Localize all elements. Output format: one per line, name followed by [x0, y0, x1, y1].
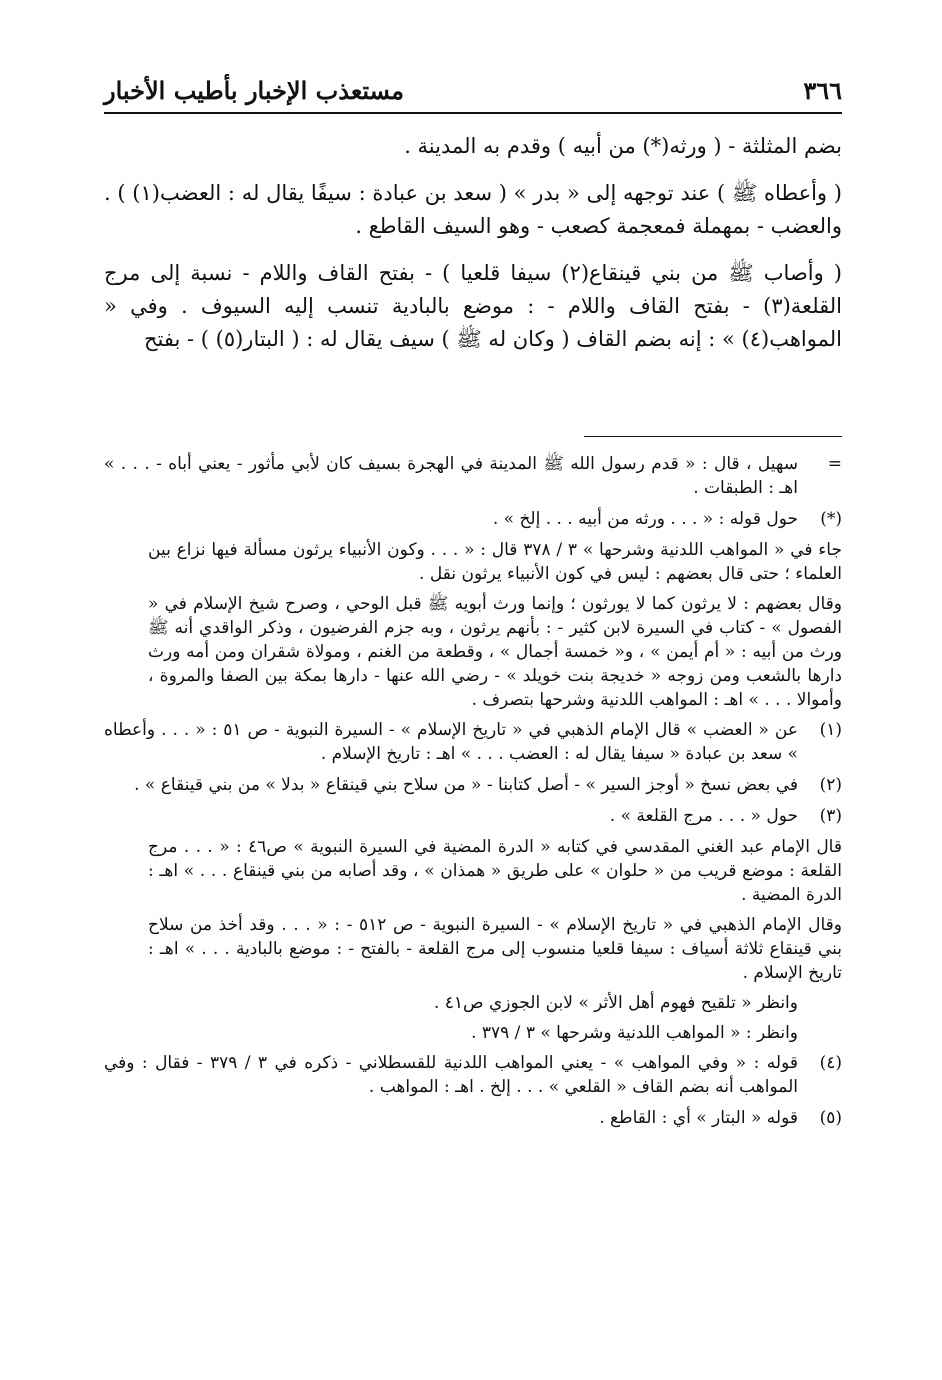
header-rule: [104, 112, 842, 114]
footnote-subparagraph: قال الإمام عبد الغني المقدسي في كتابه « الدرة المضية في السيرة النبوية » ص٤٦ : « . . . مرج القلعة : موضع قريب من « حلوان » على طريق « همذان » ، وقد أصابه من بني قينقاع . . . » اهـ : الدرة المضية .: [148, 837, 842, 905]
footnote-mark: (٥): [819, 1108, 842, 1128]
footnote-star: [104, 507, 842, 531]
footnote-body: [104, 804, 798, 828]
footnote-subparagraph: وقال بعضهم : لا يرثون كما لا يورثون ؛ وإنما ورث أبويه ﷺ قبل الوحي ، وصرح شيخ الإسلام في « الفصول » - كتاب في السيرة لابن كثير - : بأنهم يرثون ، وبه جزم الفرضيون ، وذكر الواقدي أنه ﷺ ورث من أبيه : « أم أيمن » ، و« خمسة أجمال » ، وقطعة من الغنم ، ومولاة شقران ومن أمه ورث دارها بالشعب ومن زوجه « خديجة بنت خويلد » - رضي الله عنها - دارها بمكة بين الصفا والمروة ، وأموالا . . . » اهـ : المواهب اللدنية وشرحها بتصرف .: [148, 594, 842, 710]
footnote-subparagraph: وقال الإمام الذهبي في « تاريخ الإسلام » - السيرة النبوية - ص ٥١٢ - : « . . . وقد أخذ من سلاح بني قينقاع ثلاثة أسياف : سيفا قلعيا منسوب إلى مرج القلعة - بالفتح - : موضع بالبادية . . . » اهـ : تاريخ الإسلام .: [148, 915, 842, 983]
footnote-subparagraph: وانظر : « المواهب اللدنية وشرحها » ٣ / ٣٧٩ .: [471, 1023, 798, 1043]
footnotes: [104, 452, 842, 1137]
footnote-4: [104, 1051, 842, 1099]
book-title: مستعذب الإخبار بأطيب الأخبار: [104, 76, 404, 105]
footnote-text: قوله : « وفي المواهب » - يعني المواهب اللدنية للقسطلاني - ذكره في ٣ / ٣٧٩ - فقال : وفي المواهب أنه بضم القاف « القلعي » . . . إلخ . اهـ : المواهب .: [104, 1053, 798, 1097]
footnote-body: [104, 1051, 798, 1099]
footnote-mark: (٣): [819, 806, 842, 826]
footnote-1: [104, 718, 842, 766]
footnote-text: حول قوله : « . . . ورثه من أبيه . . . إلخ » .: [492, 509, 798, 529]
footnote-subparagraph: جاء في « المواهب اللدنية وشرحها » ٣ / ٣٧٨ قال : « . . . وكون الأنبياء يرثون مسألة فيها نزاع بين العلماء ؛ حتى قال بعضهم : ليس في كون الأنبياء يرثون نقل .: [148, 540, 842, 584]
footnote-mark: (*): [820, 509, 842, 529]
footnote-subparagraph: وانظر « تلقيح فهوم أهل الأثر » لابن الجوزي ص٤١ .: [433, 993, 798, 1013]
footnote-body: [104, 452, 798, 500]
footnote-text: عن « العضب » قال الإمام الذهبي في « تاريخ الإسلام » - السيرة النبوية - ص ٥١ : « . . . وأعطاه » سعد بن عبادة « سيفا يقال له : العضب . . . » اهـ : تاريخ الإسلام .: [104, 720, 799, 764]
footnote-separator: [584, 436, 842, 437]
footnote-5: [104, 1106, 842, 1130]
footnote-mark: =: [827, 454, 842, 474]
running-header: [104, 70, 842, 114]
footnote-body: [104, 1106, 798, 1130]
footnote-text: في بعض نسخ « أوجز السير » - أصل كتابنا - « من سلاح بني قينقاع « بدلا » من بني قينقاع » .: [134, 775, 798, 795]
page-number: ٣٦٦: [803, 76, 842, 105]
footnote-continuation: [104, 452, 842, 500]
footnote-body: [104, 718, 798, 766]
footnote-2: [104, 773, 842, 797]
main-paragraph: ( وأصاب ﷺ من بني قينقاع(٢) سيفا قلعيا ) - بفتح القاف واللام - نسبة إلى مرج القلعة(٣) - بفتح القاف واللام - : موضع بالبادية تنسب إليه السيوف . وفي « المواهب(٤) » : إنه بضم القاف ( وكان له ﷺ ) سيف يقال له : ( البتار(٥) ) - بفتح: [104, 261, 842, 351]
main-text: [104, 130, 842, 370]
footnote-3: [104, 804, 842, 828]
main-paragraph: ( وأعطاه ﷺ ) عند توجهه إلى « بدر » ( سعد بن عبادة : سيفًا يقال له : العضب(١) ) . والعضب - بمهملة فمعجمة كصعب - وهو السيف القاطع .: [104, 181, 842, 238]
footnote-mark: (٢): [819, 775, 842, 795]
footnote-body: [104, 507, 798, 531]
footnote-mark: (٤): [819, 1053, 842, 1073]
footnote-text: قوله « البتار » أي : القاطع .: [599, 1108, 798, 1128]
main-paragraph: بضم المثلثة - ( ورثه(*) من أبيه ) وقدم به المدينة .: [404, 134, 842, 158]
footnote-body: [104, 773, 798, 797]
footnote-mark: (١): [819, 720, 842, 740]
footnote-text: سهيل ، قال : « قدم رسول الله ﷺ المدينة في الهجرة بسيف كان لأبي مأثور - يعني أباه - . . . » اهـ : الطبقات .: [104, 454, 798, 498]
footnote-text: حول « . . . مرج القلعة » .: [609, 806, 798, 826]
